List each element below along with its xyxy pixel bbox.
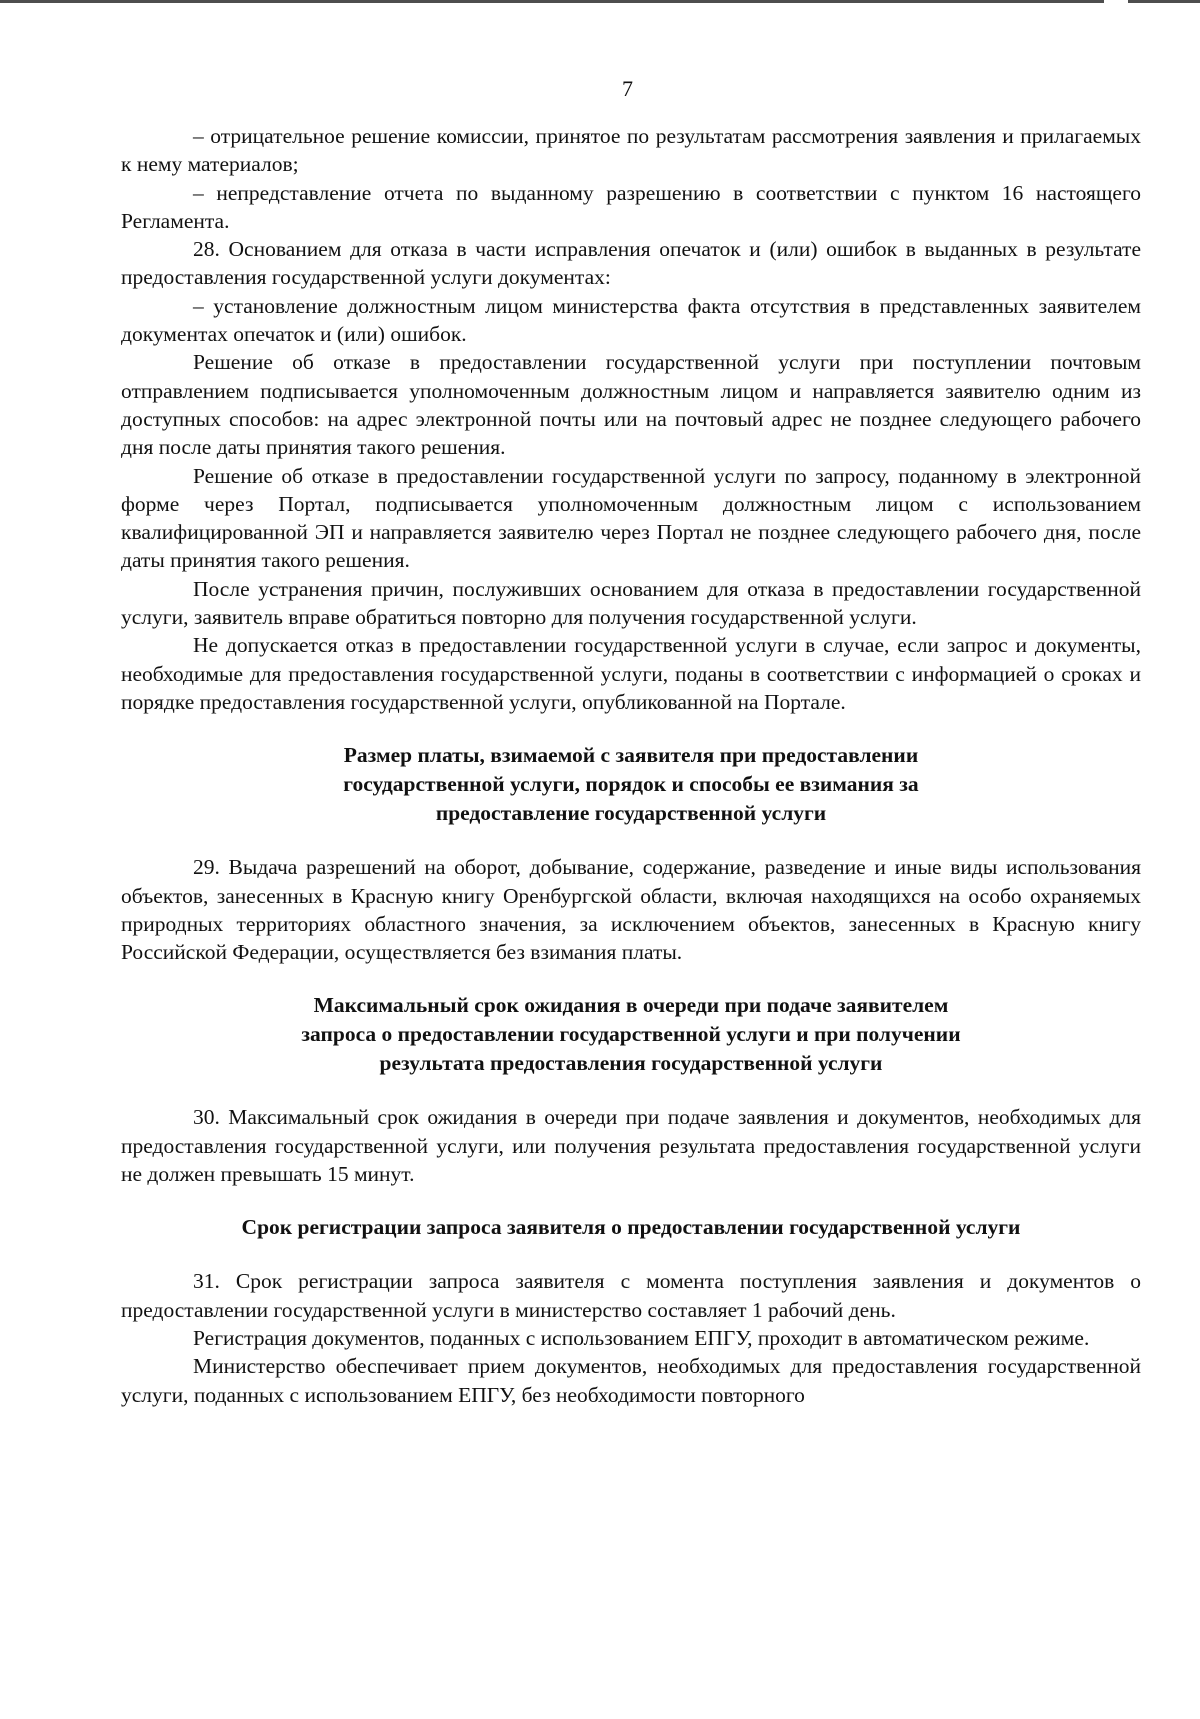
paragraph-31: 31. Срок регистрации запроса заявителя с момента поступления заявления и документов о предоставлении государственной услуги в министерство составляет 1 рабочий день.	[121, 1269, 1141, 1322]
heading-line: результата предоставления государственной услуги	[379, 1051, 883, 1076]
section-heading-fee	[121, 741, 1141, 828]
paragraph-28: 28. Основанием для отказа в части исправления опечаток и (или) ошибок в выданных в результате предоставления государственной услуги документах:	[121, 237, 1141, 290]
paragraph-postal-refusal: Решение об отказе в предоставлении государственной услуги при поступлении почтовым отправлением подписывается уполномоченным должностным лицом и направляется заявителю одним из доступных способов: на адрес электронной почты или на почтовый адрес не позднее следующего рабочего дня после даты принятия такого решения.	[121, 350, 1141, 460]
page-number: 7	[622, 76, 633, 101]
paragraph-refusal-commission: – отрицательное решение комиссии, принятое по результатам рассмотрения заявления и прилагаемых к нему материалов;	[121, 124, 1141, 177]
paragraph-no-report: – непредставление отчета по выданному разрешению в соответствии с пунктом 16 настоящего Регламента.	[121, 180, 1141, 233]
heading-line: Максимальный срок ожидания в очереди при подаче заявителем	[313, 993, 949, 1018]
document-body	[121, 122, 1141, 1409]
heading-line: государственной услуги, порядок и способы ее взимания за	[343, 772, 919, 797]
section-heading-registration	[121, 1213, 1141, 1242]
heading-line: предоставление государственной услуги	[435, 801, 827, 826]
paragraph-epgu-intake: Министерство обеспечивает прием документов, необходимых для предоставления государственной услуги, поданных с использованием ЕПГУ, без необходимости повторного	[121, 1354, 1141, 1407]
heading-line: Срок регистрации запроса заявителя о предоставлении государственной услуги	[241, 1215, 1021, 1240]
paragraph-30: 30. Максимальный срок ожидания в очереди при подаче заявления и документов, необходимых для предоставления государственной услуги, или получения результата предоставления государственной услуги не должен превышать 15 минут.	[121, 1105, 1141, 1187]
paragraph-portal-refusal: Решение об отказе в предоставлении государственной услуги по запросу, поданному в электронной форме через Портал, подписывается уполномоченным должностным лицом с использованием квалифицированной ЭП и направляется заявителю через Портал не позднее следующего рабочего дня, после даты принятия такого решения.	[121, 463, 1141, 573]
paragraph-no-typos: – установление должностным лицом министерства факта отсутствия в представленных заявителем документах опечаток и (или) ошибок.	[121, 293, 1141, 347]
heading-line: Размер платы, взимаемой с заявителя при предоставлении	[343, 743, 919, 768]
paragraph-reapply: После устранения причин, послуживших основанием для отказа в предоставлении государственной услуги, заявитель вправе обратиться повторно для получения государственной услуги.	[121, 576, 1141, 630]
paragraph-29: 29. Выдача разрешений на оборот, добывание, содержание, разведение и иные виды использования объектов, занесенных в Красную книгу Оренбургской области, включая находящихся на особо охраняемых природных территориях областного значения, за исключением объектов, занесенных в Красную книгу Российской Федерации, осуществляется без взимания платы.	[121, 855, 1141, 965]
paragraph-no-refusal: Не допускается отказ в предоставлении государственной услуги в случае, если запрос и документы, необходимые для предоставления государственной услуги, поданы в соответствии с информацией о сроках и порядке предоставления государственной услуги, опубликованной на Портале.	[121, 633, 1141, 714]
scan-edge-rule	[0, 0, 1200, 3]
paragraph-epgu-registration: Регистрация документов, поданных с использованием ЕПГУ, проходит в автоматическом режиме.	[193, 1325, 1090, 1350]
heading-line: запроса о предоставлении государственной услуги и при получении	[301, 1022, 961, 1047]
section-heading-queue	[121, 991, 1141, 1078]
